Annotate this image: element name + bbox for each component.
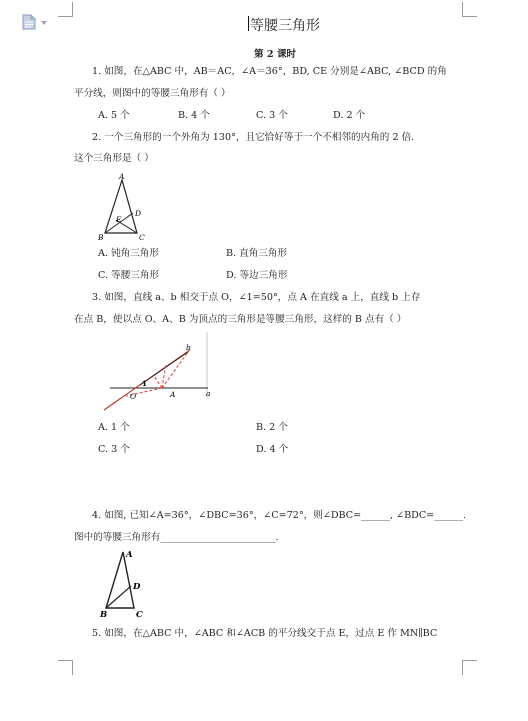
document-icon bbox=[22, 14, 36, 30]
q3-label-a-point: A bbox=[170, 390, 176, 399]
crop-mark-top-right bbox=[462, 2, 477, 17]
q2-option-a: A. 钝角三角形 bbox=[98, 248, 159, 259]
crop-mark-bottom-left bbox=[58, 660, 73, 675]
q2-option-d: D. 等边三角形 bbox=[226, 270, 288, 281]
q2-line1: 2. 一个三角形的一个外角为 130°，且它恰好等于一个不相邻的内角的 2 倍. bbox=[92, 132, 415, 143]
q1-option-d: D. 2 个 bbox=[333, 110, 366, 121]
q4-label-c: C bbox=[136, 610, 143, 620]
document-menu[interactable] bbox=[22, 14, 48, 32]
q2-triangle-figure bbox=[95, 172, 155, 242]
q4-triangle-figure bbox=[98, 546, 154, 620]
q2-line2: 这个三角形是（ ） bbox=[74, 153, 154, 164]
q3-label-a-line: a bbox=[206, 389, 211, 398]
q3-option-c: C. 3 个 bbox=[98, 444, 130, 455]
q1-line2: 平分线，则图中的等腰三角形有（ ） bbox=[74, 88, 231, 99]
page-title: 等腰三角形 bbox=[250, 18, 320, 34]
q2-option-b: B. 直角三角形 bbox=[226, 248, 288, 259]
chevron-down-icon bbox=[41, 21, 47, 25]
q3-option-b: B. 2 个 bbox=[256, 422, 288, 433]
q2-label-c: C bbox=[139, 233, 145, 242]
q2-label-e: E bbox=[116, 215, 122, 224]
q3-option-d: D. 4 个 bbox=[256, 444, 289, 455]
q3-label-o: O bbox=[130, 392, 137, 401]
q4-label-d: D bbox=[133, 582, 141, 592]
lesson-subtitle: 第 2 课时 bbox=[254, 49, 297, 60]
q3-option-a: A. 1 个 bbox=[98, 422, 130, 433]
q4-label-a: A bbox=[126, 550, 133, 560]
q3-label-b: b bbox=[186, 343, 191, 352]
q4-line2: 图中的等腰三角形有________________________. bbox=[74, 532, 279, 543]
crop-mark-top-left bbox=[58, 2, 73, 17]
q1-option-a: A. 5 个 bbox=[98, 110, 130, 121]
q3-label-1: 1 bbox=[142, 379, 147, 388]
q2-label-a: A bbox=[119, 172, 125, 181]
q3-lines-figure bbox=[100, 330, 230, 415]
q5-line1: 5. 如图，在△ABC 中，∠ABC 和∠ACB 的平分线交于点 E，过点 E 作 MN∥BC bbox=[92, 628, 438, 639]
q4-label-b: B bbox=[100, 610, 108, 620]
q3-line2: 在点 B，使以点 O、A、B 为顶点的三角形是等腰三角形，这样的 B 点有（ ） bbox=[74, 314, 407, 325]
q2-option-c: C. 等腰三角形 bbox=[98, 270, 160, 281]
q1-option-c: C. 3 个 bbox=[256, 110, 288, 121]
crop-mark-bottom-right bbox=[462, 660, 477, 675]
text-cursor bbox=[248, 16, 249, 31]
q1-line1: 1. 如图，在△ABC 中，AB＝AC，∠A＝36°，BD, CE 分别是∠ABC, ∠BCD 的角 bbox=[92, 66, 447, 77]
q1-option-b: B. 4 个 bbox=[178, 110, 210, 121]
q3-line1: 3. 如图，直线 a、b 相交于点 O，∠1=50°，点 A 在直线 a 上，直线 b 上存 bbox=[92, 292, 421, 303]
q2-label-d: D bbox=[135, 209, 142, 218]
q2-label-b: B bbox=[98, 233, 104, 242]
q4-line1: 4. 如图, 已知∠A=36°，∠DBC=36°，∠C=72°，则∠DBC=______, ∠BDC=______. bbox=[92, 510, 467, 521]
